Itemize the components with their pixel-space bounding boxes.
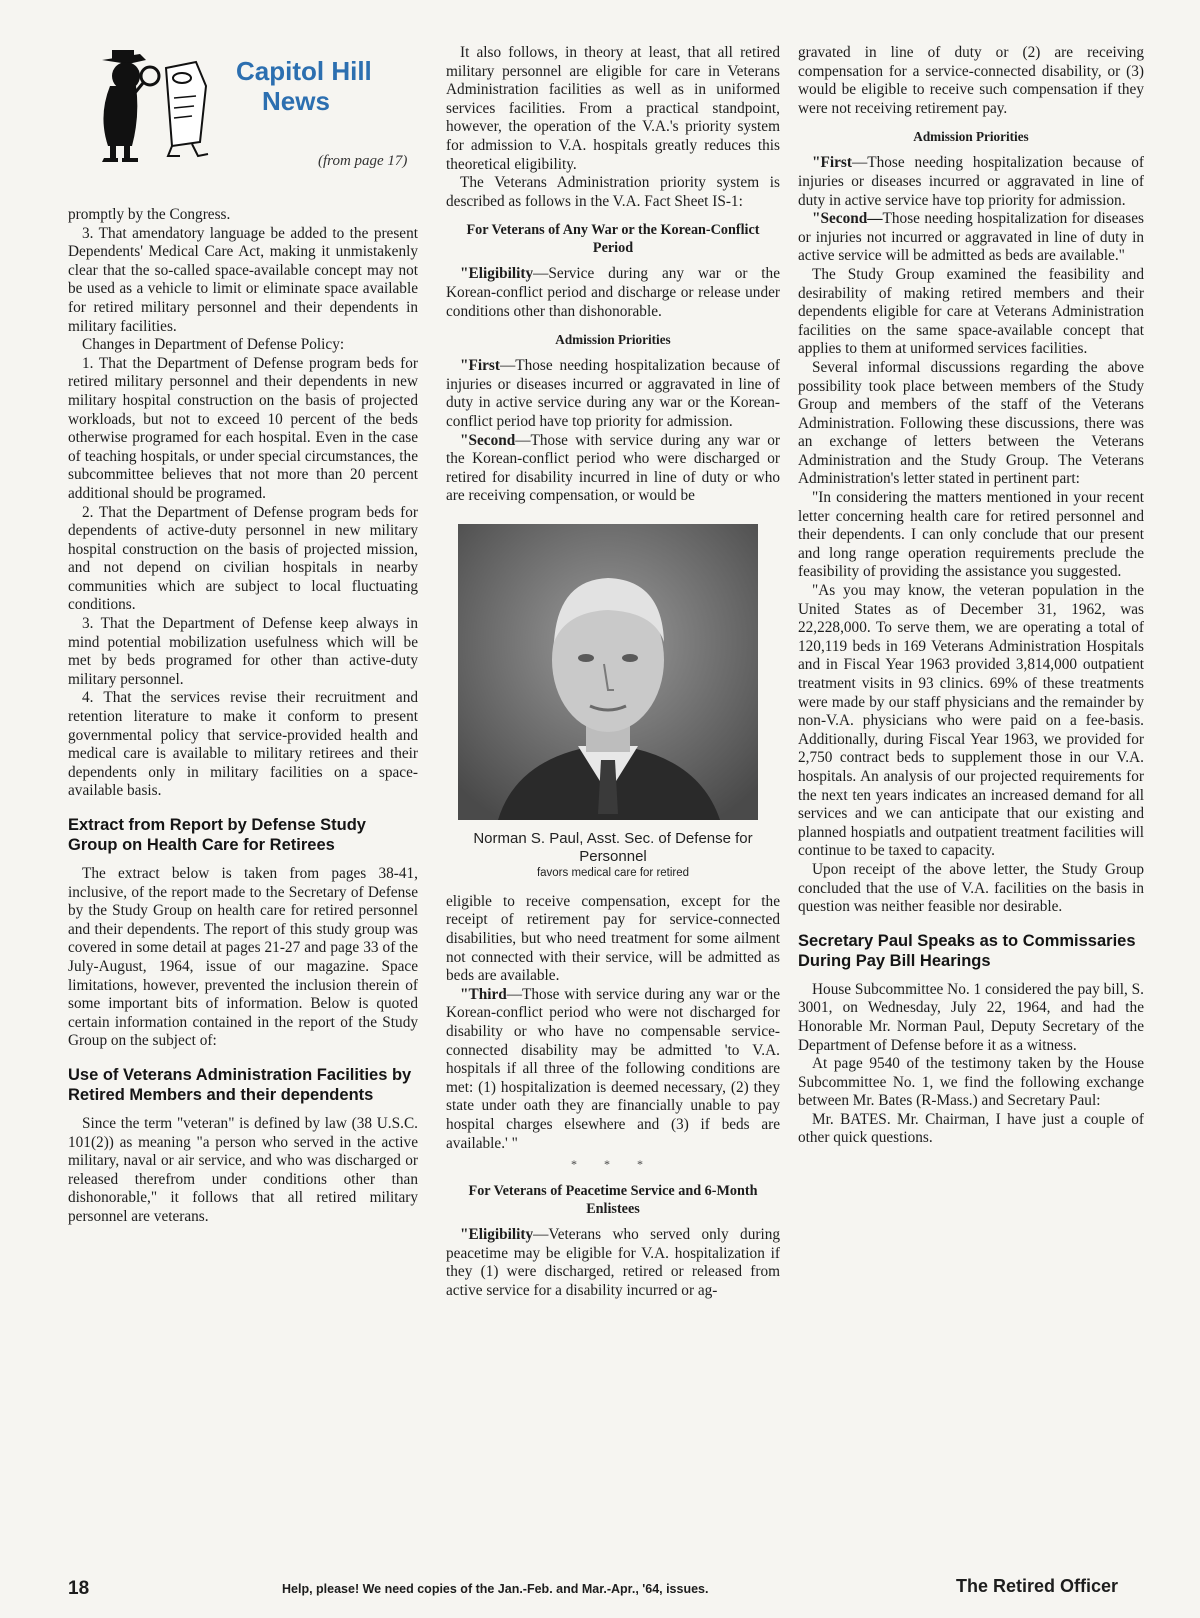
caption-name: Norman S. Paul, Asst. Sec. of Defense for Personnel xyxy=(473,829,753,865)
subheading: Admission Priorities xyxy=(555,332,671,348)
paragraph: House Subcommittee No. 1 considered the pay bill, S. 3001, on Wednesday, July 22, 1964, and had the Honorable Mr. Norman Paul, Deputy Secretary of the Department of Defense before it as a witness. xyxy=(798,980,1144,1054)
photo-caption xyxy=(446,830,780,881)
paragraph xyxy=(446,986,780,1153)
paragraph: 2. That the Department of Defense program beds for dependents of active-duty personnel in new military hospital construction on the basis of projected mission, and not depend on civilian hospitals in nearby communities which are subject to local fluctuating conditions. xyxy=(68,503,418,614)
section-heading: Secretary Paul Speaks as to Commissaries During Pay Bill Hearings xyxy=(798,931,1136,970)
paragraph-body: —Those needing hospitalization because of injuries or diseases incurred or aggravated in line of duty in active service have top priority for admission. xyxy=(798,154,1144,209)
caption-subtext: favors medical care for retired xyxy=(536,866,690,879)
section-heading: Use of Veterans Administration Facilities by Retired Members and their dependents xyxy=(68,1065,412,1104)
paragraph xyxy=(446,432,780,506)
footer-notice: Help, please! We need copies of the Jan.-Feb. and Mar.-Apr., '64, issues. xyxy=(282,1582,709,1596)
lead-term: "Second xyxy=(460,431,516,449)
paragraph-body: —Those with service during any war or the Korean-conflict period who were discharged or retired for disability incurred in line of duty or who are receiving compensation, or would be xyxy=(446,431,780,505)
paragraph-body: Those needing hospitalization for diseases or injuries not incurred or aggravated in line of duty in active service will be admitted as beds are available." xyxy=(798,210,1144,265)
lead-term: "First xyxy=(460,357,500,375)
paragraph: Since the term "veteran" is defined by law (38 U.S.C. 101(2)) as meaning "a person who served in the active military, naval or air service, and who was discharged or released therefrom under conditions other than dishonorable," it follows that all retired military personnel are veterans. xyxy=(68,1114,418,1225)
paragraph xyxy=(446,357,780,431)
paragraph: Several informal discussions regarding the above possibility took place between members of the Study Group and members of the staff of the Veterans Administration. Following these discussions, there was an exchange of letters between the Veterans Administration and the Study Group. The Veterans Administration's letter stated in pertinent part: xyxy=(798,358,1144,488)
paragraph-body: —Service during any war or the Korean-conflict period and discharge or release under conditions other than dishonorable. xyxy=(446,265,780,320)
paragraph: "As you may know, the veteran population in the United States as of December 31, 1962, was 22,228,000. To serve them, we are operating a total of 120,119 beds in 169 Veterans Administration Hospitals and in Fiscal Year 1963 provided 3,814,000 outpatient treatment visits in 93 clinics. 69% of these treatments were made by our staff physicians and the remainder by non-V.A. physicians who were paid on a fee-basis. Additionally, during Fiscal Year 1963, we provided for 2,750 contract beds to supplement those in our V.A. hospitals. An analysis of our projected requirements for the next ten years indicates an increased demand for all services and we can anticipate that our existing and planned hospiatls and outpatient treatment facilities will continue to be taxed to capacity. xyxy=(798,582,1144,860)
paragraph: gravated in line of duty or (2) are receiving compensation for a service-connected disability, or (3) would be eligible to receive such compensation if they were not receiving retirement pay. xyxy=(798,44,1144,117)
lead-term: "Third xyxy=(460,985,507,1003)
portrait-illustration xyxy=(458,524,758,820)
paragraph-body: —Those with service during any war or the Korean-conflict period who were not discharged for disability or who have no compensable service-connected disability may be admitted 'to V.A. hospitals if all three of the following conditions are met: (1) hospitalization is deemed necessary, (2) they state under oath they are financially unable to pay hospital charges elsewhere and (3) if beds are available.' " xyxy=(446,985,780,1152)
masthead-title-line1: Capitol Hill xyxy=(236,56,372,86)
paragraph: 3. That the Department of Defense keep always in mind potential mobilization usefulness which will be met by beds programed for other than active-duty military personnel. xyxy=(68,615,418,688)
column-3 xyxy=(798,44,1144,1148)
continued-from-note: (from page 17) xyxy=(318,153,408,169)
paragraph: "In considering the matters mentioned in your recent letter concerning health care for retired personnel and their dependents. I can only conclude that our present and long range operation requirements preclude the feasibility of providing the assistance you suggested. xyxy=(798,489,1144,581)
paragraph: It also follows, in theory at least, that all retired military personnel are eligible for care in Veterans Administration facilities as well as in uniformed services facilities. From a practical standpoint, however, the operation of the V.A.'s priority system for admission to V.A. hospitals greatly reduces this theoretical eligibility. xyxy=(446,44,780,173)
subheading: Admission Priorities xyxy=(913,129,1029,145)
subheading: For Veterans of Peacetime Service and 6-Month Enlistees xyxy=(468,1183,758,1218)
page-number: 18 xyxy=(68,1578,90,1599)
lead-term: "Eligibility xyxy=(460,265,534,283)
paragraph: Changes in Department of Defense Policy: xyxy=(82,336,345,354)
column-2 xyxy=(446,44,780,1301)
paragraph: The Veterans Administration priority system is described as follows in the V.A. Fact Sheet IS-1: xyxy=(446,174,780,210)
paragraph: The Study Group examined the feasibility and desirability of making retired members and their dependents eligible for care at Veterans Administration facilities on the same space-available concept that applies to them at uniformed services facilities. xyxy=(798,265,1144,358)
paragraph xyxy=(798,210,1144,266)
portrait-photo xyxy=(458,524,758,820)
paragraph: 1. That the Department of Defense program beds for retired military personnel and their dependents in new military hospital construction on the basis of projected workloads, but not to exceed 10 percent of the beds otherwise programed for each hospital. Even in the case of teaching hospitals, or under special circumstances, the subcommittee believes that not more than 20 percent additional should be programed. xyxy=(68,354,418,502)
section-heading: Extract from Report by Defense Study Group on Health Care for Retirees xyxy=(68,816,366,854)
lead-term: "Second— xyxy=(812,210,883,228)
page-footer xyxy=(0,1576,1200,1606)
paragraph-body: —Veterans who served only during peacetime may be eligible for V.A. hospitalization if they (1) were discharged, retired or released from active service for a disability incurred or ag- xyxy=(446,1226,780,1299)
subheading: For Veterans of Any War or the Korean-Conflict Period xyxy=(466,222,760,257)
section-divider: * * * xyxy=(571,1157,655,1172)
paragraph: The extract below is taken from pages 38-41, inclusive, of the report made to the Secretary of Defense by the Study Group on health care for retired personnel and their dependents. The report of this study group was covered in some detail at pages 21-27 and page 33 of the July-August, 1964, issue of our magazine. Space limitations, however, prevented the inclusion therein of some important bits of information. Below is quoted certain information contained in the report of the Study Group on the subject of: xyxy=(68,865,418,1050)
masthead-title-line2: News xyxy=(262,86,330,116)
masthead xyxy=(88,46,408,196)
paragraph-body: —Those needing hospitalization because of injuries or diseases incurred or aggravated in line of duty in active service during any war or the Korean-conflict period have top priority for admission. xyxy=(446,357,780,430)
paragraph: At page 9540 of the testimony taken by the House Subcommittee No. 1, we find the following exchange between Mr. Bates (R-Mass.) and Secretary Paul: xyxy=(798,1055,1144,1110)
lead-term: "First xyxy=(812,154,852,172)
masthead-title xyxy=(236,56,372,116)
paragraph: Upon receipt of the above letter, the Study Group concluded that the use of V.A. facilities on the basis in question was neither feasible nor desirable. xyxy=(798,860,1144,916)
paragraph: promptly by the Congress. xyxy=(68,206,231,223)
paragraph xyxy=(446,1226,780,1300)
paragraph xyxy=(446,265,780,321)
paragraph: 3. That amendatory language be added to the present Dependents' Medical Care Act, making it unmistakenly clear that the so-called space-available concept may not be used as a vehicle to limit or eliminate space available for retired military personnel and their dependents in military facilities. xyxy=(68,224,418,335)
paragraph xyxy=(798,154,1144,210)
paragraph: 4. That the services revise their recruitment and retention literature to make it conform to present governmental policy that service-provided health and medical care is available to military retirees and their dependents only in military facilities on a space-available basis. xyxy=(68,689,418,800)
column-1 xyxy=(68,206,418,1227)
paragraph: Mr. BATES. Mr. Chairman, I have just a couple of other quick questions. xyxy=(798,1110,1144,1147)
paragraph: eligible to receive compensation, except for the receipt of retirement pay for service-connected disabilities, but who need treatment for some ailment not connected with their service, will be admitted as beds are available. xyxy=(446,892,780,985)
detective-cartoon-icon xyxy=(88,46,238,166)
lead-term: "Eligibility xyxy=(460,1226,534,1244)
publication-name: The Retired Officer xyxy=(956,1576,1119,1596)
